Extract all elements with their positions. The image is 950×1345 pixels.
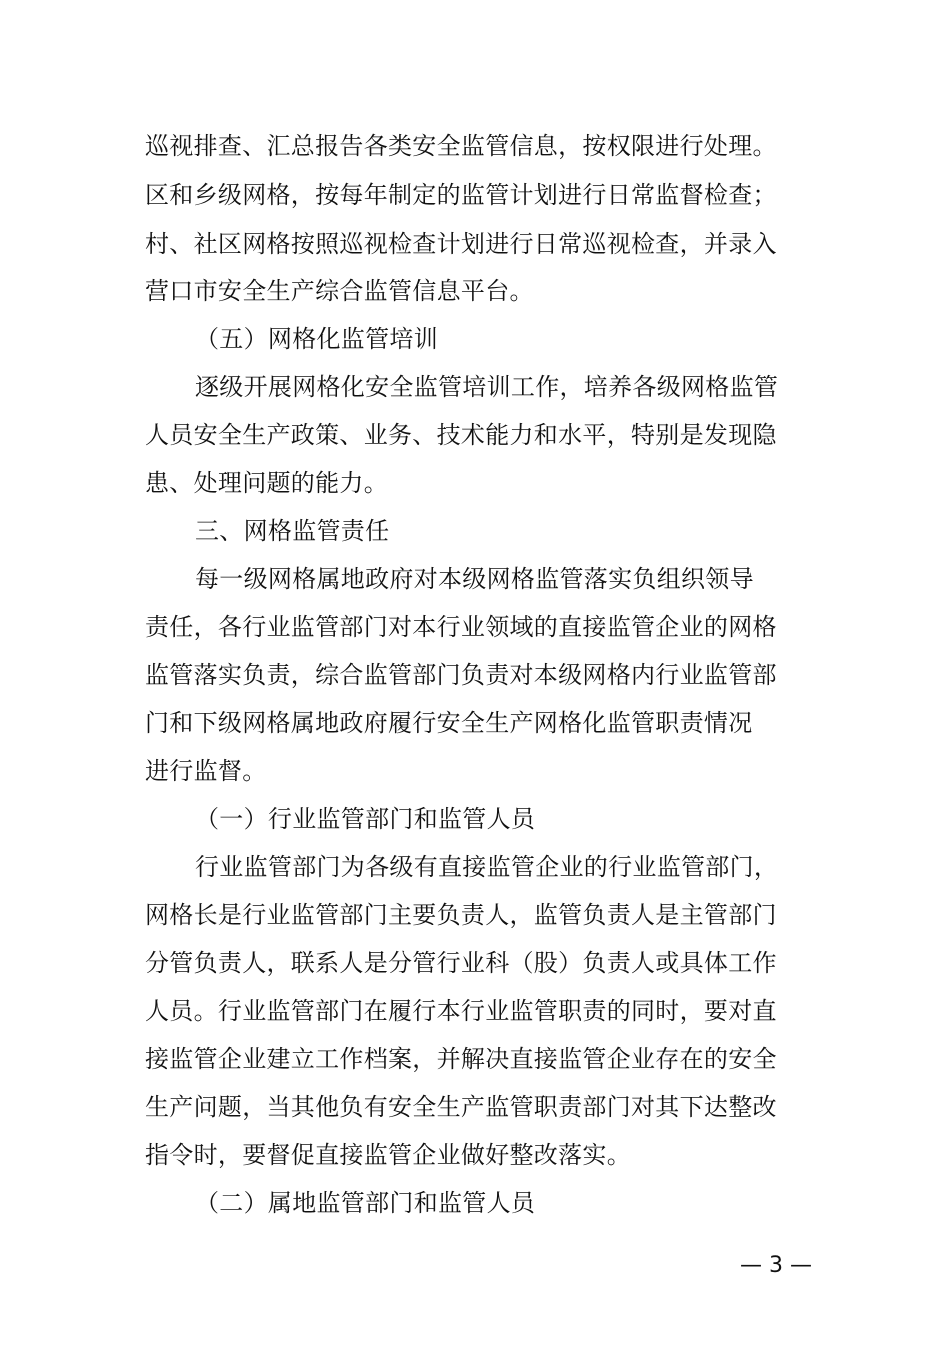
text-line-22: 指令时，要督促直接监管企业做好整改落实。 [145,1141,631,1169]
text-line-3: 村、社区网格按照巡视检查计划进行日常巡视检查，并录入 [145,230,777,258]
text-line-13: 门和下级网格属地政府履行安全生产网格化监管职责情况 [145,709,753,737]
text-line-19: 人员。行业监管部门在履行本行业监管职责的同时，要对直 [145,997,777,1025]
section-heading-5: （五）网格化监管培训 [195,325,438,353]
text-line-4: 营口市安全生产综合监管信息平台。 [145,277,534,305]
text-line-12: 监管落实负责，综合监管部门负责对本级网格内行业监管部 [145,661,777,689]
section-heading-2: （二）属地监管部门和监管人员 [195,1189,536,1217]
text-line-11: 责任，各行业监管部门对本行业领域的直接监管企业的网格 [145,613,777,641]
text-line-18: 分管负责人，联系人是分管行业科（股）负责人或具体工作 [145,949,777,977]
section-heading-3: 三、网格监管责任 [195,517,390,545]
text-line-17: 网格长是行业监管部门主要负责人，监管负责人是主管部门 [145,901,777,929]
text-line-14: 进行监督。 [145,757,267,785]
text-line-20: 接监管企业建立工作档案，并解决直接监管企业存在的安全 [145,1045,777,1073]
text-line-7: 人员安全生产政策、业务、技术能力和水平，特别是发现隐 [145,421,777,449]
text-line-8: 患、处理问题的能力。 [145,469,388,497]
paragraph-start-line: 逐级开展网格化安全监管培训工作，培养各级网格监管 [195,373,779,401]
text-line-1: 巡视排查、汇总报告各类安全监管信息，按权限进行处理。 [145,132,777,160]
paragraph-start-line: 每一级网格属地政府对本级网格监管落实负组织领导 [195,565,754,593]
section-heading-1: （一）行业监管部门和监管人员 [195,805,536,833]
paragraph-start-line: 行业监管部门为各级有直接监管企业的行业监管部门， [195,853,779,881]
text-line-21: 生产问题，当其他负有安全生产监管职责部门对其下达整改 [145,1093,777,1121]
page-number: — 3 — [740,1253,812,1278]
text-line-2: 区和乡级网格，按每年制定的监管计划进行日常监督检查； [145,181,777,209]
